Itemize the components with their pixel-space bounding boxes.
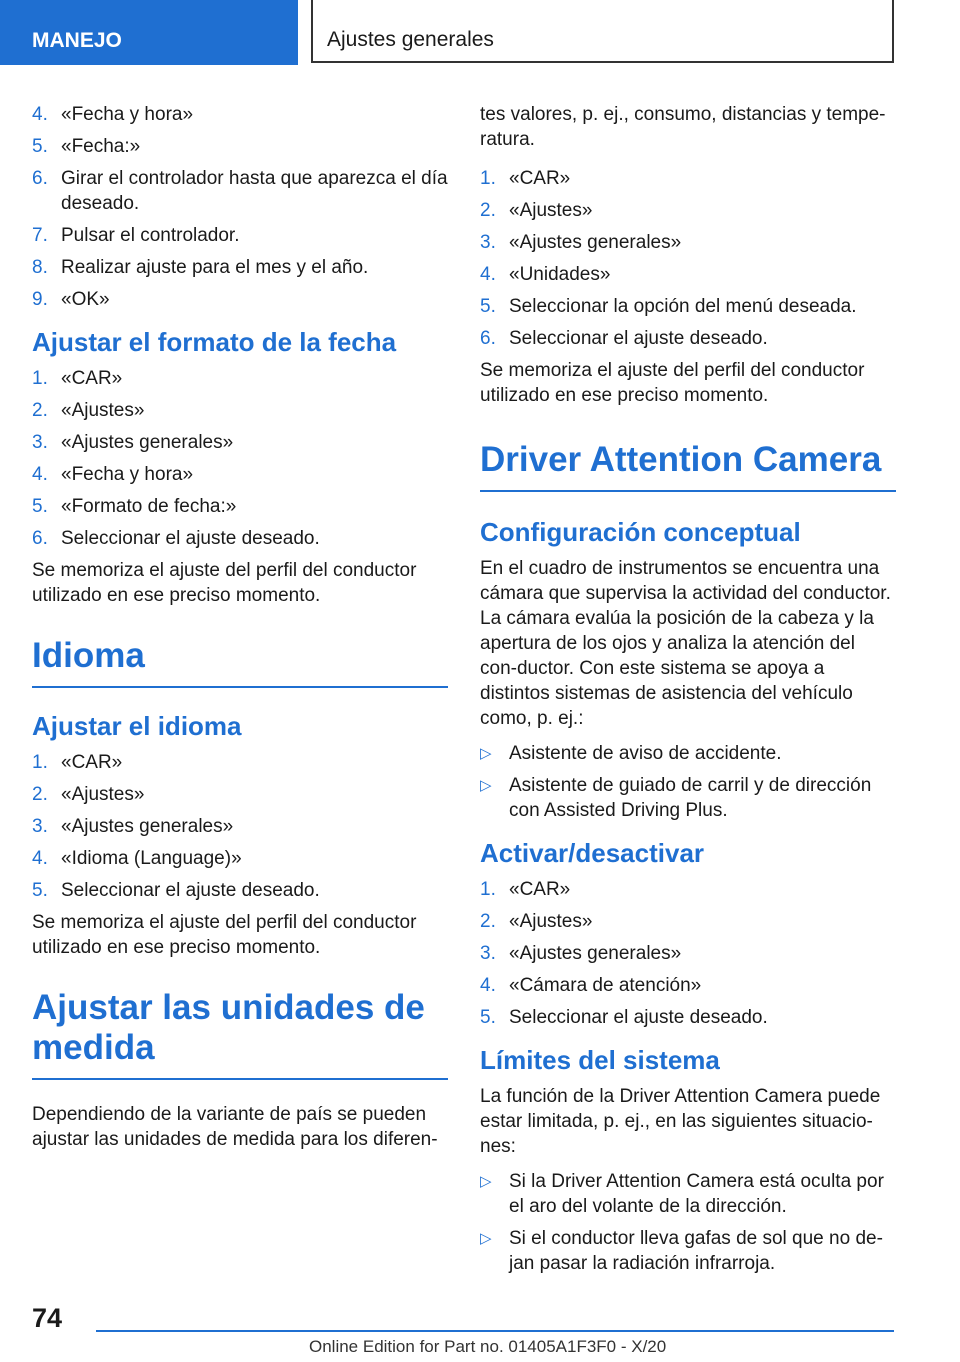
right-column — [480, 102, 896, 1283]
list-item — [32, 102, 448, 127]
step-text: «Fecha:» — [61, 136, 141, 157]
list-item — [32, 814, 448, 839]
bullet-text: Si la Driver Attention Camera está oculta por el aro del volante de la dirección. — [509, 1171, 884, 1217]
step-text: «OK» — [61, 289, 110, 310]
list-item — [32, 398, 448, 423]
step-number: 1. — [32, 368, 48, 389]
list-item — [480, 326, 896, 351]
list-item — [480, 909, 896, 934]
step-number: 3. — [32, 816, 48, 837]
step-number: 8. — [32, 257, 48, 278]
list-item — [32, 526, 448, 551]
list-item — [32, 223, 448, 248]
list-item — [32, 878, 448, 903]
date-format-note: Se memoriza el ajuste del perfil del conductor utilizado en ese preciso momento. — [32, 560, 417, 606]
step-text: Seleccionar la opción del menú deseada. — [509, 296, 857, 317]
step-number: 2. — [32, 400, 48, 421]
step-number: 6. — [32, 168, 48, 189]
step-text: «CAR» — [61, 368, 123, 389]
list-item — [480, 166, 896, 191]
list-item — [32, 494, 448, 519]
activate-subheading: Activar/desactivar — [480, 838, 705, 868]
list-item — [480, 1169, 896, 1219]
bullet-text: Asistente de aviso de accidente. — [509, 743, 782, 764]
bullet-text: Si el conductor lleva gafas de sol que no de-jan pasar la radiación infrarroja. — [509, 1228, 883, 1274]
step-number: 1. — [480, 168, 496, 189]
list-item — [480, 262, 896, 287]
header-chapter-label: Ajustes generales — [327, 28, 494, 51]
list-item — [32, 287, 448, 312]
step-number: 2. — [480, 200, 496, 221]
list-item — [480, 1005, 896, 1030]
step-number: 3. — [480, 232, 496, 253]
header-chapter-box — [311, 0, 894, 63]
units-note: Se memoriza el ajuste del perfil del conductor utilizado en ese preciso momento. — [480, 360, 865, 406]
list-item — [480, 741, 896, 766]
language-subheading: Ajustar el idioma — [32, 711, 242, 741]
step-number: 4. — [480, 264, 496, 285]
step-number: 2. — [32, 784, 48, 805]
step-number: 7. — [32, 225, 48, 246]
step-text: Pulsar el controlador. — [61, 225, 240, 246]
step-number: 6. — [32, 528, 48, 549]
list-item — [480, 198, 896, 223]
step-text: «Fecha y hora» — [61, 104, 194, 125]
step-text: «Cámara de atención» — [509, 975, 702, 996]
triangle-bullet-icon: ▷ — [480, 777, 492, 794]
step-number: 4. — [32, 104, 48, 125]
step-text: «Ajustes» — [61, 400, 145, 421]
step-text: «Ajustes generales» — [61, 432, 234, 453]
units-steps — [480, 166, 896, 351]
step-number: 6. — [480, 328, 496, 349]
language-steps — [32, 750, 448, 903]
list-item — [480, 941, 896, 966]
step-number: 4. — [32, 848, 48, 869]
step-number: 1. — [480, 879, 496, 900]
step-text: «CAR» — [61, 752, 123, 773]
step-number: 2. — [480, 911, 496, 932]
intro-steps — [32, 102, 448, 312]
triangle-bullet-icon: ▷ — [480, 1230, 492, 1247]
date-format-heading: Ajustar el formato de la fecha — [32, 327, 397, 357]
step-text: «CAR» — [509, 168, 571, 189]
step-number: 5. — [480, 1007, 496, 1028]
page-number: 74 — [32, 1303, 63, 1333]
list-item — [480, 294, 896, 319]
footer-divider — [96, 1330, 894, 1332]
step-text: «Fecha y hora» — [61, 464, 194, 485]
language-note: Se memoriza el ajuste del perfil del conductor utilizado en ese preciso momento. — [32, 912, 417, 958]
step-text: «Ajustes generales» — [509, 943, 682, 964]
list-item — [480, 230, 896, 255]
limits-subheading: Límites del sistema — [480, 1045, 720, 1075]
left-column — [32, 102, 448, 1160]
concept-bullets — [480, 741, 896, 823]
step-text: «Ajustes» — [509, 911, 593, 932]
step-text: Seleccionar el ajuste deseado. — [61, 528, 320, 549]
header-section-label: MANEJO — [32, 29, 122, 52]
step-text: «Formato de fecha:» — [61, 496, 237, 517]
language-section-heading: Idioma — [32, 636, 448, 688]
list-item — [480, 877, 896, 902]
list-item — [480, 773, 896, 823]
step-text: Seleccionar el ajuste deseado. — [61, 880, 320, 901]
list-item — [32, 750, 448, 775]
units-intro-continued: tes valores, p. ej., consumo, distancias y tempe-ratura. — [480, 104, 886, 150]
list-item — [32, 255, 448, 280]
step-number: 1. — [32, 752, 48, 773]
step-number: 4. — [480, 975, 496, 996]
units-section-heading: Ajustar las unidades de medida — [32, 988, 448, 1080]
step-number: 5. — [480, 296, 496, 317]
limits-bullets — [480, 1169, 896, 1276]
list-item — [32, 846, 448, 871]
concept-subheading: Configuración conceptual — [480, 517, 801, 547]
dac-section-heading: Driver Attention Camera — [480, 440, 896, 492]
list-item — [32, 166, 448, 216]
step-text: Seleccionar el ajuste deseado. — [509, 328, 768, 349]
step-text: «Ajustes» — [61, 784, 145, 805]
list-item — [32, 134, 448, 159]
step-number: 5. — [32, 496, 48, 517]
step-text: «Ajustes generales» — [61, 816, 234, 837]
step-number: 3. — [32, 432, 48, 453]
step-text: Seleccionar el ajuste deseado. — [509, 1007, 768, 1028]
triangle-bullet-icon: ▷ — [480, 1173, 492, 1190]
step-text: Realizar ajuste para el mes y el año. — [61, 257, 369, 278]
limits-text: La función de la Driver Attention Camera puede estar limitada, p. ej., en las siguientes situacio-nes: — [480, 1086, 881, 1157]
step-number: 5. — [32, 136, 48, 157]
concept-text: En el cuadro de instrumentos se encuentra una cámara que supervisa la actividad del conductor. La cámara evalúa la posición de la cabeza y la apertura de los ojos y analiza la atención del con-ductor. Con este sistema se apoya a distintos sistemas de asistencia del vehículo como, p. ej.: — [480, 558, 891, 729]
footer-edition: Online Edition for Part no. 01405A1F3F0 - X/20 — [309, 1337, 667, 1356]
bullet-text: Asistente de guiado de carril y de dirección con Assisted Driving Plus. — [509, 775, 872, 821]
step-text: «Ajustes generales» — [509, 232, 682, 253]
step-text: «Unidades» — [509, 264, 611, 285]
step-number: 4. — [32, 464, 48, 485]
step-text: «CAR» — [509, 879, 571, 900]
list-item — [32, 782, 448, 807]
step-text: Girar el controlador hasta que aparezca el día deseado. — [61, 168, 448, 214]
step-number: 3. — [480, 943, 496, 964]
step-text: «Idioma (Language)» — [61, 848, 242, 869]
date-format-steps — [32, 366, 448, 551]
step-number: 9. — [32, 289, 48, 310]
list-item — [32, 366, 448, 391]
units-intro-text: Dependiendo de la variante de país se pueden ajustar las unidades de medida para los diferen- — [32, 1104, 438, 1150]
list-item — [480, 1226, 896, 1276]
list-item — [32, 430, 448, 455]
triangle-bullet-icon: ▷ — [480, 745, 492, 762]
activate-steps — [480, 877, 896, 1030]
step-number: 5. — [32, 880, 48, 901]
header-section-tab — [0, 0, 298, 65]
list-item — [480, 973, 896, 998]
step-text: «Ajustes» — [509, 200, 593, 221]
list-item — [32, 462, 448, 487]
